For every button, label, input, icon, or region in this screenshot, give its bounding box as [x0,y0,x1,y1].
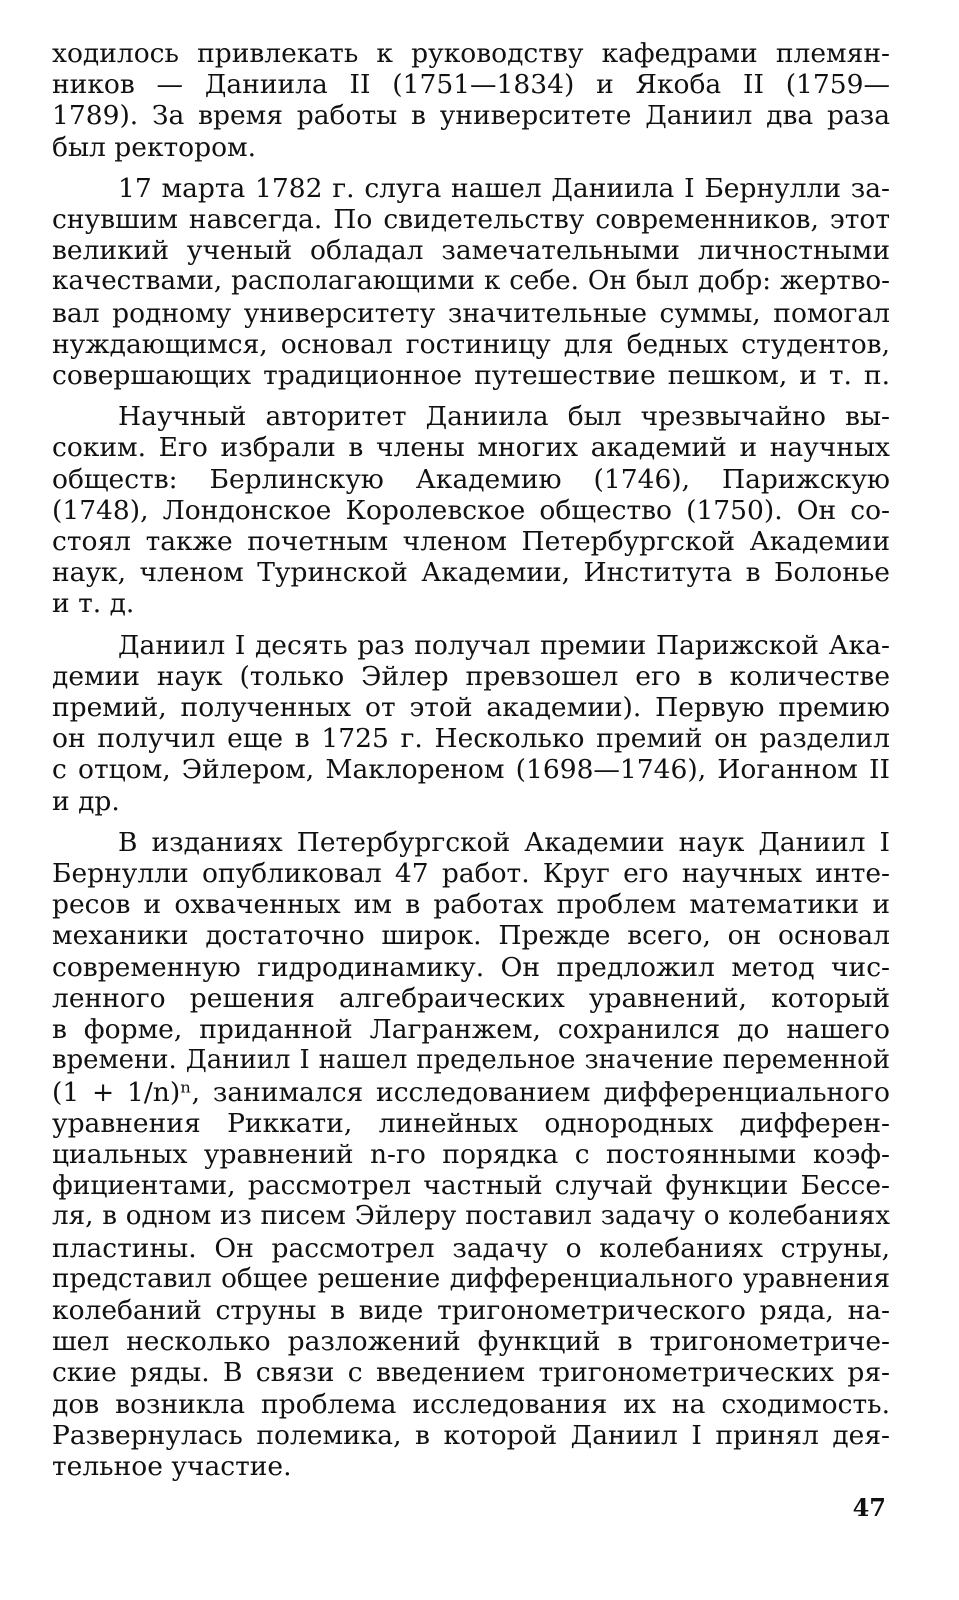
text-line: времени. Даниил I нашел предельное значение переменной [52,1045,890,1076]
text-line: механики достаточно широк. Прежде всего, он основал [52,920,890,952]
text-line: соким. Его избрали в члены многих академий и научных [52,432,890,464]
text-line: Развернулась полемика, в которой Даниил I принял дея- [52,1419,890,1451]
text-line: премий, полученных от этой академии). Первую премию [52,692,890,724]
text-line: в форме, приданной Лагранжем, сохранился до нашего [52,1014,890,1046]
text-line: циальных уравнений n-го порядка с постоянными коэф- [52,1138,890,1170]
text-line: 17 марта 1782 г. слуга нашел Даниила I Бернулли за- [118,172,890,204]
text-line: Научный авторитет Даниила был чрезвычайно вы- [118,401,890,433]
text-line: и т. д. [52,588,135,620]
text-line: стоял также почетным членом Петербургской Академии [52,526,890,558]
page-body [52,38,890,1482]
text-line: Бернулли опубликовал 47 работ. Круг его научных инте- [52,858,890,890]
text-line: был ректором. [52,131,257,163]
text-line: снувшим навсегда. По свидетельству современников, этот [52,204,890,236]
text-line: и др. [52,785,120,817]
text-line: вал родному университету значительные суммы, помогал [52,297,890,329]
text-line: качествами, располагающими к себе. Он был добр: жертво- [52,266,890,297]
text-line: В изданиях Петербургской Академии наук Даниил I [118,826,890,858]
text-line: ля, в одном из писем Эйлеру поставил задачу о колебаниях [52,1201,890,1232]
text-line: ходилось привлекать к руководству кафедрами племян- [52,38,890,69]
text-line: совершающих традиционное путешествие пешком, и т. п. [52,360,890,392]
text-line: 1789). За время работы в университете Даниил два раза [52,100,890,132]
text-line: Даниил I десять раз получал премии Парижской Ака- [118,629,890,661]
text-line: наук, членом Туринской Академии, Института в Болонье [52,557,890,589]
text-line: ников — Даниила II (1751—1834) и Якоба II (1759— [52,69,890,101]
text-line: колебаний струны в виде тригонометрического ряда, на- [52,1294,890,1326]
text-line: демии наук (только Эйлер превзошел его в количестве [52,660,890,692]
text-line: современную гидродинамику. Он предложил метод чис- [52,951,890,983]
text-line: с отцом, Эйлером, Маклореном (1698—1746), Иоганном II [52,754,890,786]
text-line: дов возникла проблема исследования их на сходимость. [52,1388,890,1420]
text-line: представил общее решение дифференциального уравнения [52,1263,890,1294]
text-line: (1748), Лондонское Королевское общество (1750). Он со- [52,494,890,526]
text-line: ресов и охваченных им в работах проблем математики и [52,889,890,921]
text-line: обществ: Берлинскую Академию (1746), Парижскую [52,463,890,495]
text-line: (1 + 1/n)ⁿ, занимался исследованием дифференциального [52,1076,890,1108]
text-line: ские ряды. В связи с введением тригонометрических ря- [52,1357,890,1389]
text-line: фициентами, рассмотрел частный случай функции Бессе- [52,1170,890,1202]
text-line: тельное участие. [52,1450,292,1482]
text-line: он получил еще в 1725 г. Несколько премий он разделил [52,723,890,755]
text-line: уравнения Риккати, линейных однородных дифферен- [52,1107,890,1139]
page-number: 47 [852,1493,886,1522]
text-line: пластины. Он рассмотрел задачу о колебаниях струны, [52,1232,890,1264]
text-line: великий ученый обладал замечательными личностными [52,235,890,267]
text-line: шел несколько разложений функций в тригонометриче- [52,1326,890,1358]
text-line: нуждающимся, основал гостиницу для бедных студентов, [52,328,890,360]
text-line: ленного решения алгебраических уравнений, который [52,982,890,1014]
